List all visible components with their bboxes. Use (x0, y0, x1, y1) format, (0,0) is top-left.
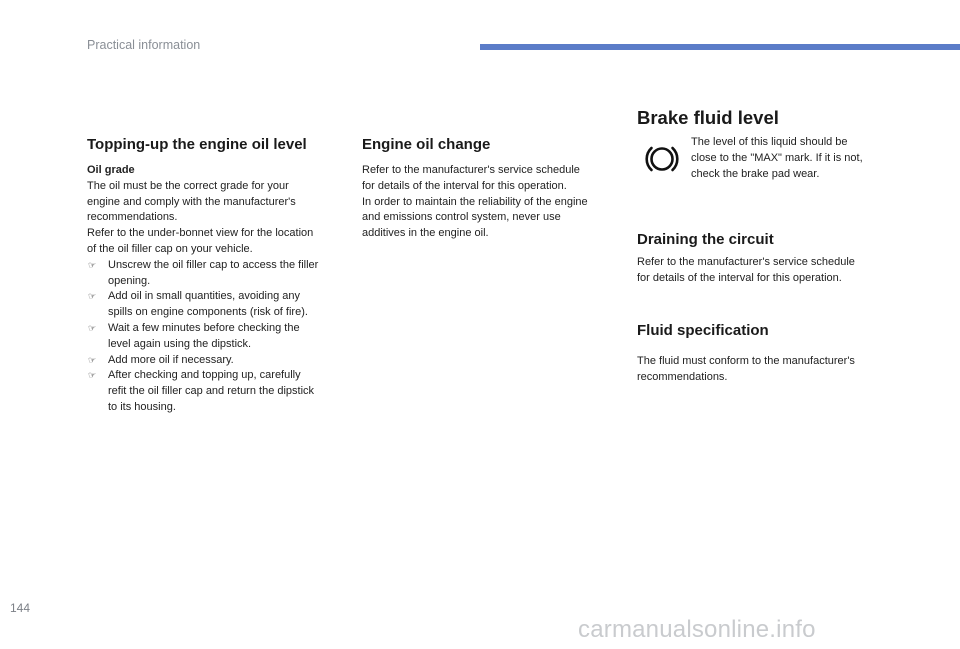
fluid-spec-section (637, 322, 897, 339)
list-item-line: opening. (108, 274, 151, 287)
list-item-line: level again using the dipstick. (108, 337, 252, 350)
header-accent-bar (480, 44, 960, 50)
section-title: Practical information (87, 38, 201, 52)
bullet-icon: ☞ (88, 259, 97, 270)
text-line: The fluid must conform to the manufacturer's (637, 355, 855, 367)
column-oil-topping (87, 136, 352, 153)
text-line: additives in the engine oil. (362, 227, 489, 240)
list-item-line: Add oil in small quantities, avoiding any (108, 290, 301, 303)
list-item (87, 321, 352, 353)
bullet-icon: ☞ (88, 354, 97, 365)
column-oil-change (362, 136, 612, 153)
text-line: Refer to the manufacturer's service schedule (637, 256, 855, 268)
subheading-oil-grade: Oil grade (87, 164, 135, 176)
list-item-line: Add more oil if necessary. (108, 353, 234, 366)
list-item (87, 368, 352, 415)
text-line: recommendations. (87, 211, 178, 224)
oil-grade-paragraph (87, 179, 352, 258)
text-line: In order to maintain the reliability of the engine (362, 195, 588, 208)
draining-circuit-section (637, 231, 897, 248)
text-line: recommendations. (637, 370, 728, 383)
heading-brake-fluid-level: Brake fluid level (637, 107, 779, 128)
list-item-line: refit the oil filler cap and return the dipstick (108, 385, 315, 398)
heading-draining-circuit: Draining the circuit (637, 231, 774, 248)
draining-circuit-body (637, 255, 897, 287)
fluid-spec-body (637, 354, 897, 386)
text-line: The level of this liquid should be (691, 136, 848, 148)
heading-engine-oil-change: Engine oil change (362, 136, 491, 153)
list-item-line: to its housing. (108, 400, 176, 413)
column-brake-fluid (637, 107, 897, 129)
text-line: close to the "MAX" mark. If it is not, (691, 151, 863, 164)
bullet-icon: ☞ (88, 291, 97, 302)
page-number: 144 (10, 601, 31, 615)
heading-topping-up: Topping-up the engine oil level (87, 136, 307, 153)
column-oil-change-body (362, 163, 612, 242)
watermark: carmanualsonline.info (578, 616, 816, 643)
bullet-icon: ☞ (88, 370, 97, 381)
text-line: of the oil filler cap on your vehicle. (87, 242, 253, 255)
oil-change-paragraph (362, 163, 612, 242)
text-line: Refer to the manufacturer's service schedule (362, 164, 580, 176)
text-line: Refer to the under-bonnet view for the location (87, 227, 314, 240)
heading-fluid-specification: Fluid specification (637, 322, 769, 339)
text-line: for details of the interval for this operation. (637, 271, 842, 284)
text-line: engine and comply with the manufacturer's (87, 195, 296, 208)
brake-fluid-intro (691, 135, 891, 182)
list-item (87, 353, 352, 369)
list-item-line: After checking and topping up, carefully (108, 369, 301, 382)
text-line: and emissions control system, never use (362, 211, 561, 224)
list-item (87, 289, 352, 321)
column-oil-topping-body (87, 163, 352, 416)
list-item (87, 258, 352, 290)
oil-topping-steps (87, 258, 352, 416)
list-item-line: Unscrew the oil filler cap to access the filler (108, 258, 319, 271)
bullet-icon: ☞ (88, 322, 97, 333)
list-item-line: spills on engine components (risk of fire). (108, 306, 308, 319)
text-line: check the brake pad wear. (691, 167, 820, 180)
list-item-line: Wait a few minutes before checking the (108, 321, 300, 334)
text-line: for details of the interval for this operation. (362, 179, 567, 192)
text-line: The oil must be the correct grade for your (87, 179, 289, 192)
brake-warning-icon (645, 143, 679, 175)
